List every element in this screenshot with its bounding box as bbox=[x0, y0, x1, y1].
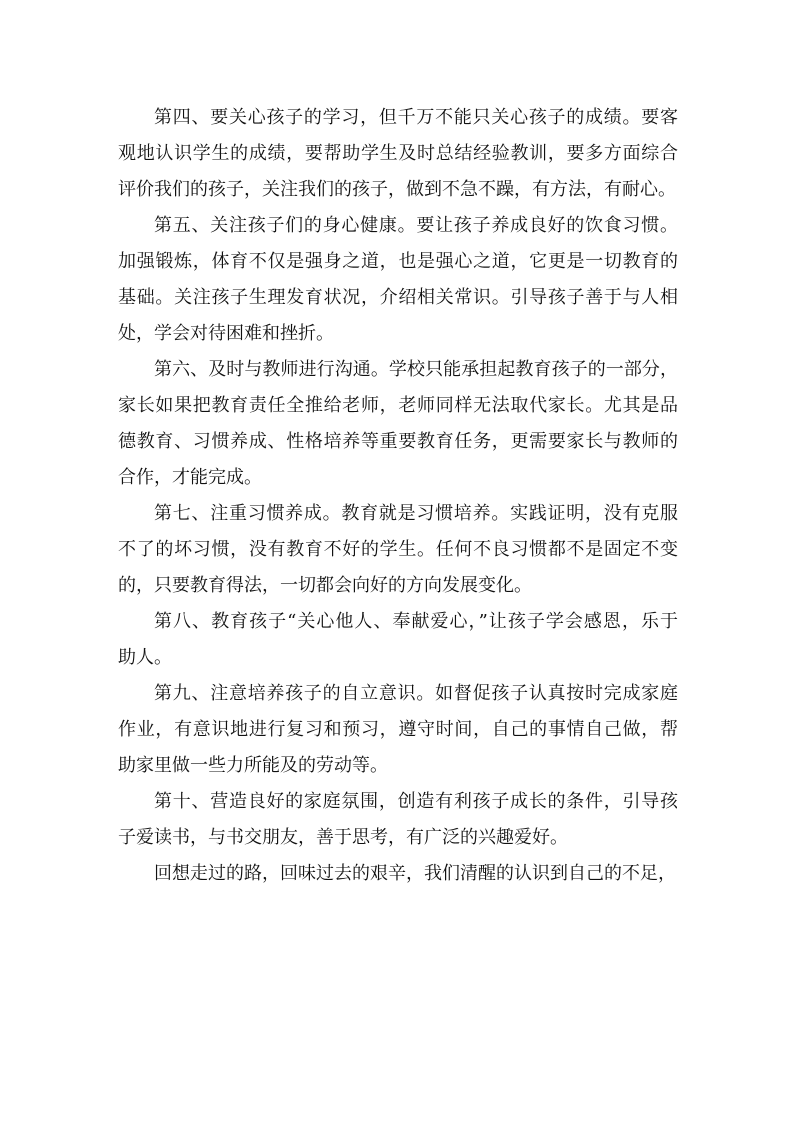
paragraph-7-line-1: 第七、注重习惯养成。教育就是习惯培养。实践证明，没有克服 bbox=[154, 503, 678, 524]
paragraph-11-line-1: 回想走过的路，回味过去的艰辛，我们清醒的认识到自己的不足， bbox=[154, 863, 676, 884]
paragraph-5-line-2: 加强锻炼，体育不仅是强身之道，也是强心之道，它更是一切教育的 bbox=[118, 251, 678, 272]
paragraph-10-line-2: 子爱读书，与书交朋友，善于思考，有广泛的兴趣爱好。 bbox=[118, 827, 568, 848]
paragraph-6-line-2: 家长如果把教育责任全推给老师，老师同样无法取代家长。尤其是品 bbox=[118, 395, 678, 416]
paragraph-9-line-1: 第九、注意培养孩子的自立意识。如督促孩子认真按时完成家庭 bbox=[154, 683, 678, 704]
paragraph-7-line-2: 不了的坏习惯，没有教育不好的学生。任何不良习惯都不是固定不变 bbox=[118, 539, 678, 560]
paragraph-6-line-4: 合作，才能完成。 bbox=[118, 467, 262, 488]
paragraph-6-line-1: 第六、及时与教师进行沟通。学校只能承担起教育孩子的一部分， bbox=[154, 359, 678, 380]
paragraph-5-line-1: 第五、关注孩子们的身心健康。要让孩子养成良好的饮食习惯。 bbox=[154, 215, 678, 236]
paragraph-4-line-3: 评价我们的孩子，关注我们的孩子，做到不急不躁，有方法，有耐心。 bbox=[118, 179, 676, 200]
paragraph-8-line-1: 第八、教育孩子“关心他人、奉献爱心，”让孩子学会感恩，乐于 bbox=[154, 611, 678, 632]
paragraph-5-line-3: 基础。关注孩子生理发育状况，介绍相关常识。引导孩子善于与人相 bbox=[118, 287, 678, 308]
paragraph-6-line-3: 德教育、习惯养成、性格培养等重要教育任务，更需要家长与教师的 bbox=[118, 431, 678, 452]
paragraph-5-line-4: 处，学会对待困难和挫折。 bbox=[118, 323, 334, 344]
paragraph-10-line-1: 第十、营造良好的家庭氛围，创造有利孩子成长的条件，引导孩 bbox=[154, 791, 678, 812]
paragraph-9-line-3: 助家里做一些力所能及的劳动等。 bbox=[118, 755, 388, 776]
document-body bbox=[118, 100, 678, 892]
paragraph-8-line-2: 助人。 bbox=[118, 647, 172, 668]
paragraph-4-line-1: 第四、要关心孩子的学习，但千万不能只关心孩子的成绩。要客 bbox=[154, 107, 678, 128]
paragraph-7-line-3: 的，只要教育得法，一切都会向好的方向发展变化。 bbox=[118, 575, 532, 596]
paragraph-9-line-2: 作业，有意识地进行复习和预习，遵守时间，自己的事情自己做，帮 bbox=[118, 719, 678, 740]
paragraph-4-line-2: 观地认识学生的成绩，要帮助学生及时总结经验教训，要多方面综合 bbox=[118, 143, 678, 164]
